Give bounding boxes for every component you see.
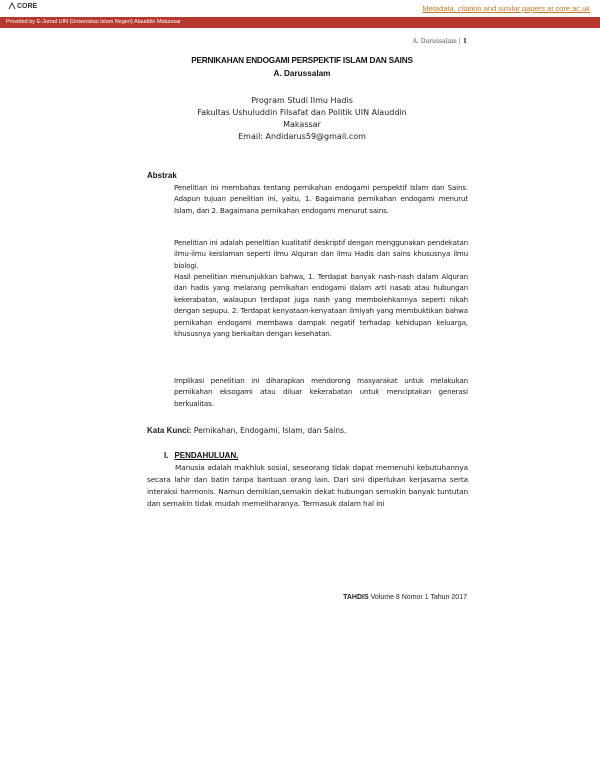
affiliation-faculty: Fakultas Ushuluddin Filsafat dan Politik UIN Alauddin	[197, 108, 407, 117]
abstract-paragraph-4: Implikasi penelitian ini diharapkan mendorong masyarakat untuk melakukan pernikahan eksogami atau diluar kekerabatan untuk menciptakan generasi berkualitas.	[174, 376, 468, 408]
intro-paragraph: Manusia adalah makhluk sosial, seseorang tidak dapat memenuhi kebutuhannya secara lahir dan batin tanpa bantuan orang lain. Dari sini diperlukan kerjasama serta interaksi harmonis. Namun demikian,semakin dekat hubungan semakin banyak tuntutan dan semakin tidak mudah memeliharanya. Termasuk dalam hal ini	[147, 463, 468, 509]
paper-author: A. Darussalam	[273, 69, 331, 78]
section-number: I.	[164, 451, 169, 460]
section-heading	[164, 451, 238, 460]
keywords-text: Pernikahan, Endogami, Islam, dan Sains.	[193, 426, 347, 435]
affiliation-program: Program Studi Ilmu Hadis	[251, 96, 353, 105]
running-head	[413, 38, 467, 45]
journal-name: TAHDIS	[343, 594, 369, 601]
affiliation-city: Makassar	[283, 120, 321, 129]
keywords	[147, 426, 346, 435]
page-number: 1	[462, 38, 467, 45]
core-metadata-link[interactable]: Metadata, citation and similar papers at core.ac.uk	[422, 4, 590, 13]
abstract-heading: Abstrak	[147, 171, 177, 180]
journal-volume: Volume 8 Nomor 1 Tahun 2017	[370, 594, 467, 601]
affiliation-email: Email: Andidarus59@gmail.com	[238, 132, 366, 141]
core-logo-text: CORE	[17, 2, 38, 10]
core-top-bar	[0, 0, 600, 17]
provided-by-text: Provided by E-Jurnal UIN (Universitas Islam Negeri) Alauddin Makassar	[6, 18, 181, 25]
core-logo-icon	[8, 2, 16, 10]
running-head-separator: |	[458, 38, 461, 45]
provided-by-bar	[0, 17, 600, 28]
abstract-paragraph-3: Hasil penelitian menunjukkan bahwa, 1. Terdapat banyak nash-nash dalam Alquran dan hadis yang melarang pernikahan endogami dalam arti nasab atau hubungan kekerabatan, walaupun terdapat juga nash yang membolehkannya seperti nikah dengan sepupu. 2. Terdapat kenyataan-kenyataan ilmiyah yang membuktikan bahwa pernikahan endogami membawa dampak negatif terhadap kehidupan keluarga, khususnya yang berkaitan dengan kesehatan.	[174, 272, 468, 339]
paper-title: PERNIKAHAN ENDOGAMI PERSPEKTIF ISLAM DAN SAINS	[191, 56, 413, 65]
keywords-label: Kata Kunci:	[147, 426, 192, 435]
section-title: PENDAHULUAN.	[174, 451, 239, 460]
abstract-paragraph-1: Penelitian ini membahas tentang pernikahan endogami perspektif Islam dan Sains. Adapun tujuan penelitian ini, yaitu, 1. Bagaimana pernikahan endogami menurut Islam, dan 2. Bagaimana pernikahan endogami menurut sains.	[174, 183, 468, 215]
core-logo[interactable]	[8, 2, 37, 10]
abstract-paragraph-2: Penelitian ini adalah penelitian kualitatif deskriptif dengan menggunakan pendekatan ilmu-ilmu keislaman seperti ilmu Alquran dan ilmu Hadis dan sains khususnya ilmu biologi.	[174, 238, 468, 270]
running-head-author: A. Darussalam	[412, 38, 457, 45]
journal-footer	[343, 594, 467, 601]
